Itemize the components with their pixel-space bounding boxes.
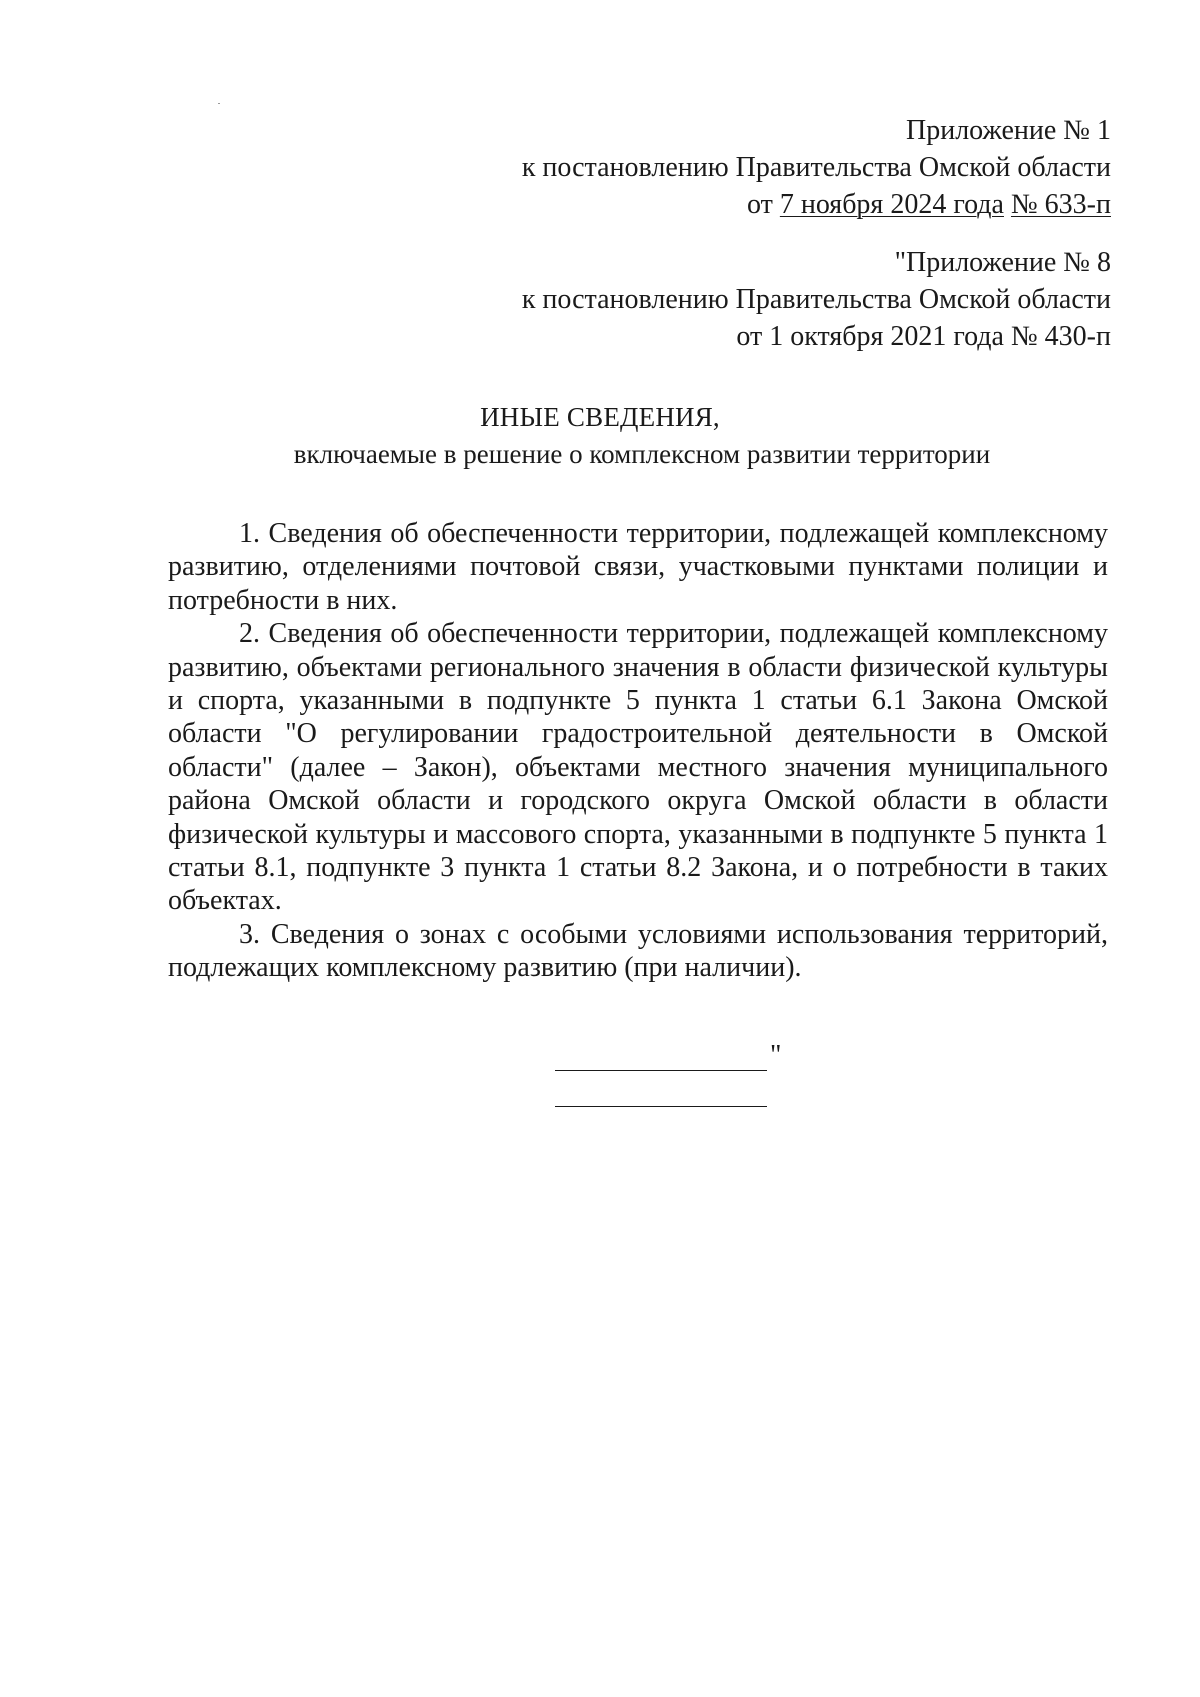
closing-quote-mark: ": [770, 1040, 782, 1071]
original-appendix-resolution-ref: к постановлению Правительства Омской области: [521, 284, 1111, 315]
closing-rules: [555, 1040, 795, 1130]
appendix-number: Приложение № 1: [906, 115, 1111, 146]
item-1: 1. Сведения об обеспеченности территории, подлежащей комплексному развитию, отделениями почтовой связи, участковыми пунктами полиции и потребности в них.: [168, 518, 1108, 616]
appendix-date-prefix: от: [746, 189, 773, 220]
original-appendix-number: "Приложение № 8: [894, 247, 1111, 278]
closing-rule-bottom: [555, 1106, 767, 1107]
appendix-resolution-ref: к постановлению Правительства Омской области: [521, 152, 1111, 183]
item-2: 2. Сведения об обеспеченности территории, подлежащей комплексному развитию, объектами регионального значения в области физической культуры и спорта, указанными в подпункте 5 пункта 1 статьи 6.1 Закона Омской области "О регулировании градостроительной деятельности в Омской области" (далее – Закон), объектами местного значения муниципального района Омской области и городского округа Омской области в области физической культуры и массового спорта, указанными в подпункте 5 пункта 1 статьи 8.1, подпункте 3 пункта 1 статьи 8.2 Закона, и о потребности в таких объектах.: [168, 618, 1108, 917]
scan-speck: [218, 103, 220, 104]
appendix-date-line: [522, 186, 1111, 223]
appendix-resolution-number: № 633-п: [1010, 189, 1111, 220]
document-title: ИНЫЕ СВЕДЕНИЯ,: [480, 402, 720, 432]
appendix-header: [522, 112, 1111, 223]
item-3: 3. Сведения о зонах с особыми условиями использования территорий, подлежащих комплексному развитию (при наличии).: [168, 918, 1108, 984]
document-body: [168, 517, 1108, 985]
closing-rule-top: [555, 1070, 767, 1071]
appendix-date: 7 ноября 2024 года: [779, 189, 1004, 220]
document-subtitle: включаемые в решение о комплексном развитии территории: [293, 439, 991, 469]
original-appendix-date-line: от 1 октября 2021 года № 430-п: [736, 321, 1111, 352]
original-appendix-header: [522, 244, 1111, 355]
